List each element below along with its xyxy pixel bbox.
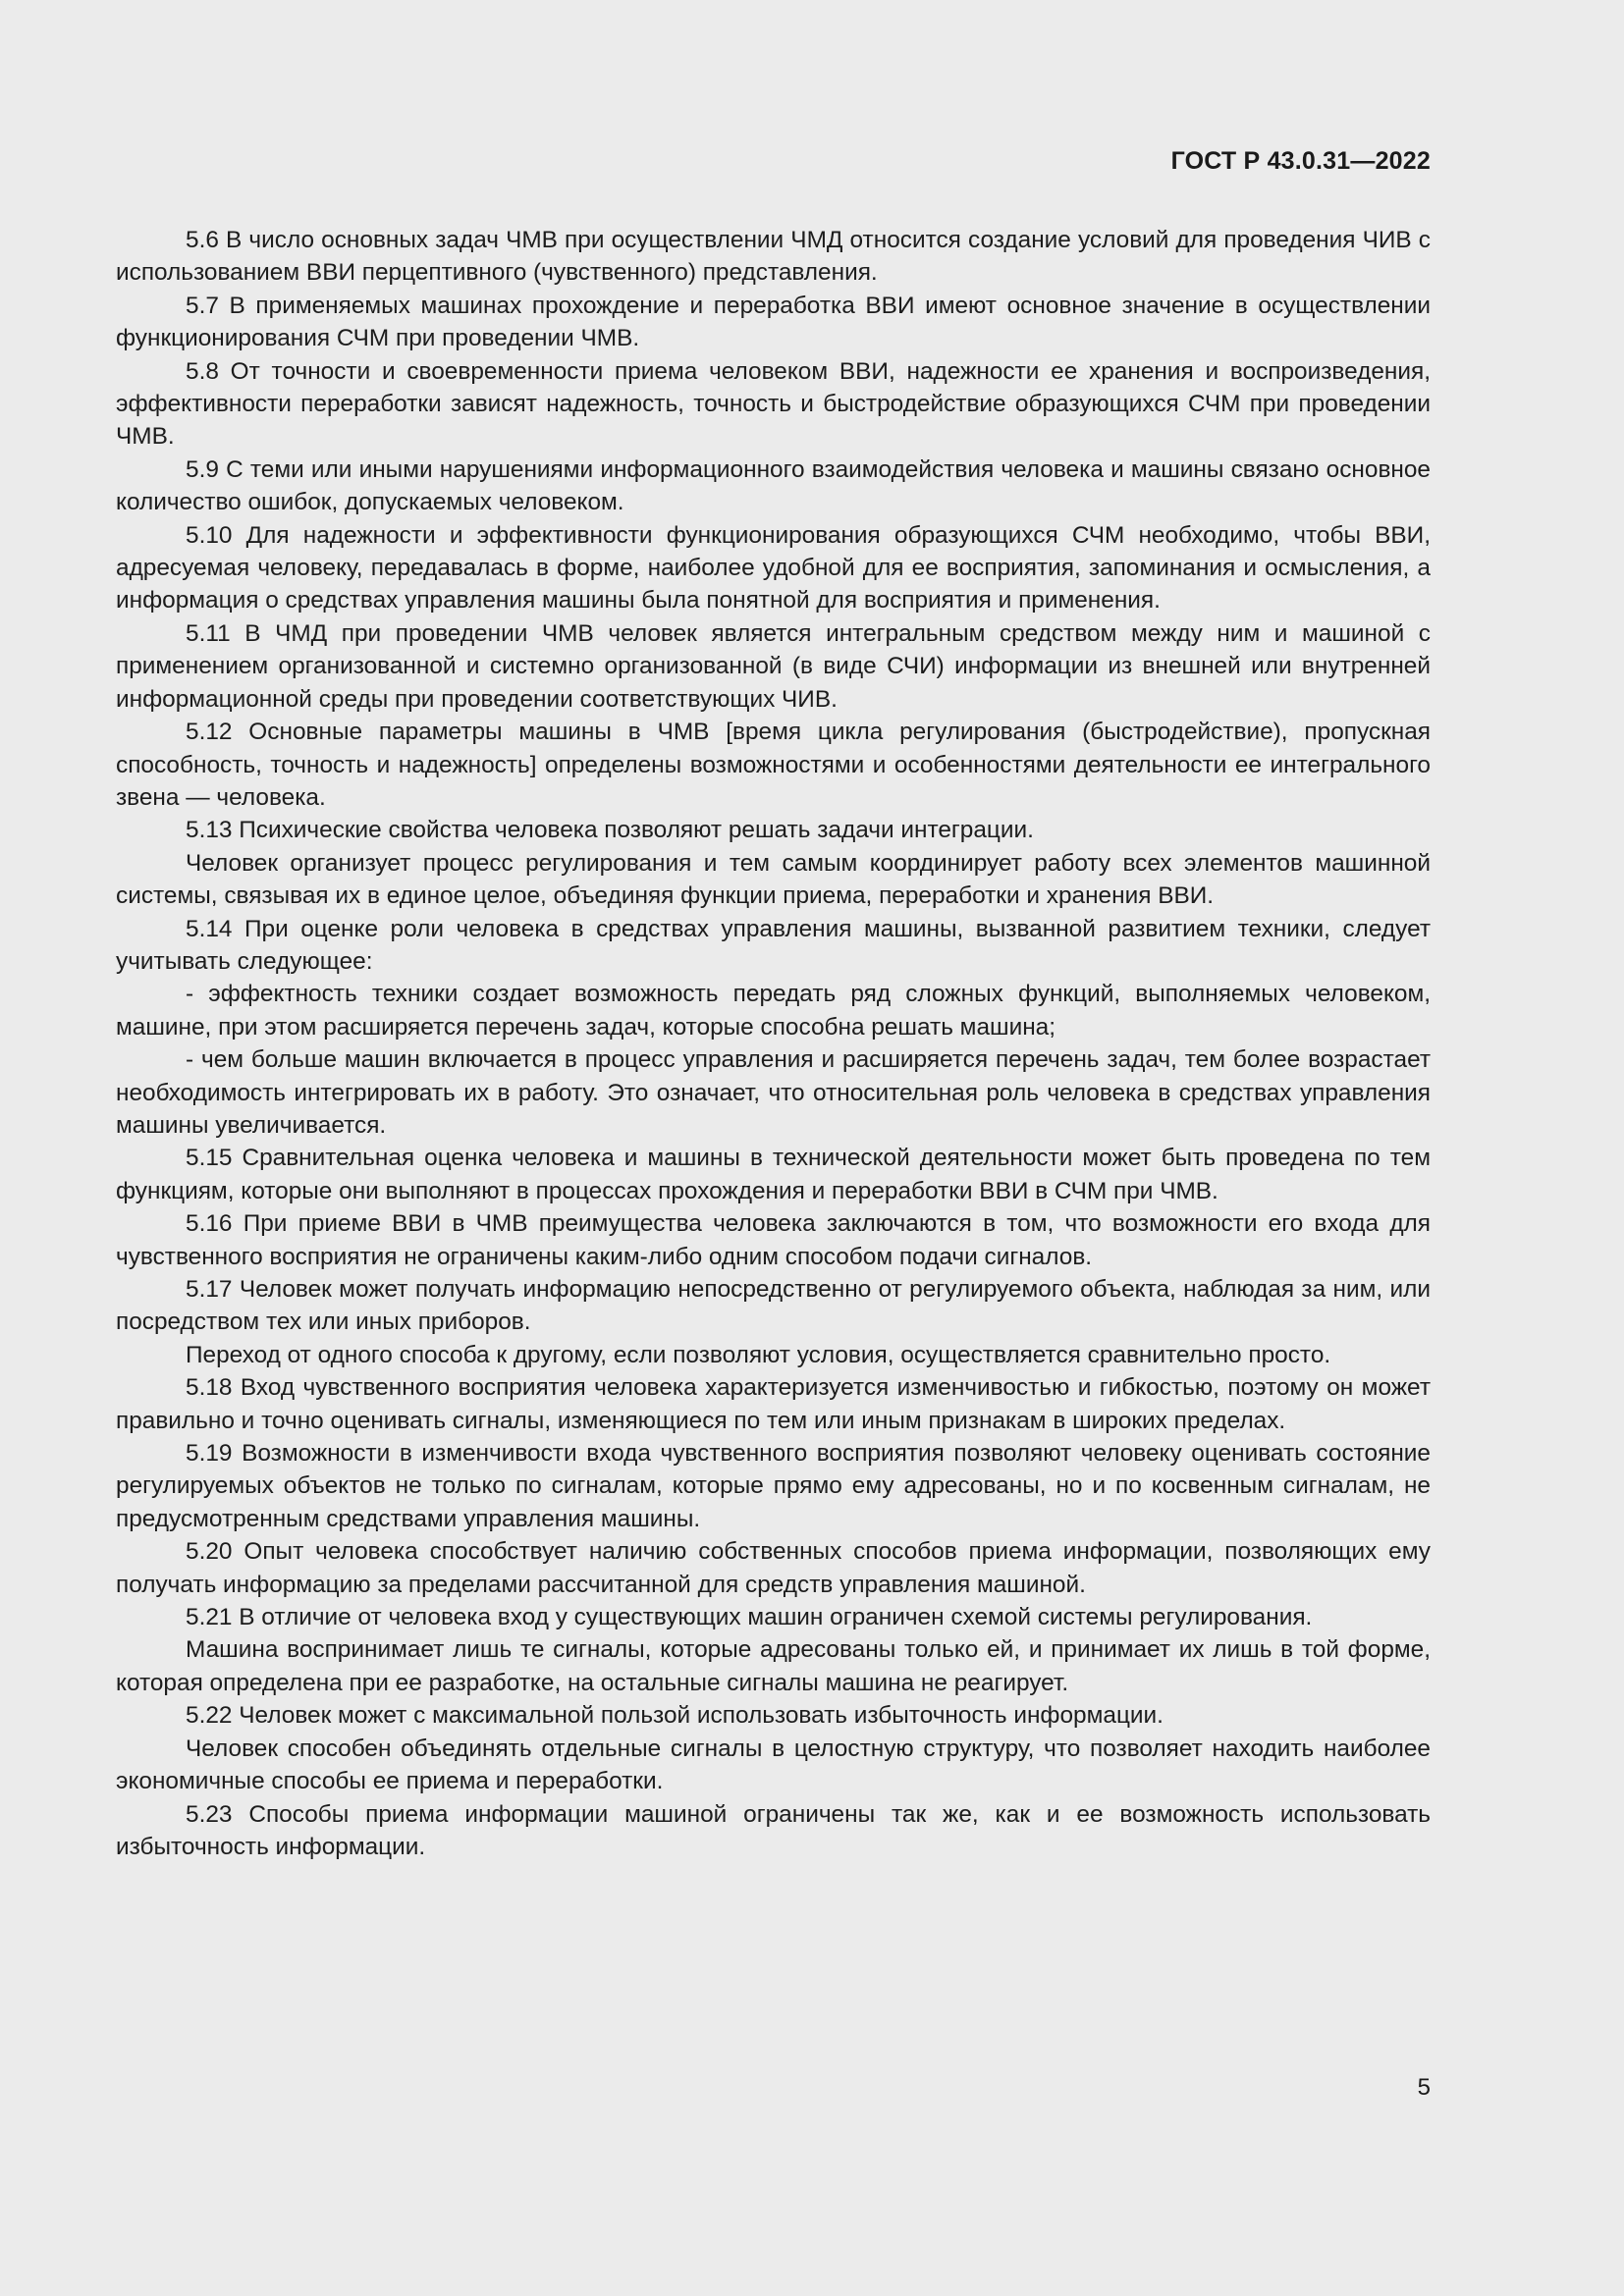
standard-code-header: ГОСТ Р 43.0.31—2022 <box>1170 147 1431 175</box>
paragraph-5-12: 5.12 Основные параметры машины в ЧМВ [время цикла регулирования (быстродействие), пропускная способность, точность и надежность] определены возможностями и особенностями деятельности ее интегрального звена — человека. <box>116 719 1431 811</box>
paragraph-5-16: 5.16 При приеме ВВИ в ЧМВ преимущества человека заключаются в том, что возможности его входа для чувственного восприятия не ограничены каким-либо одним способом подачи сигналов. <box>116 1210 1431 1270</box>
paragraph-5-11: 5.11 В ЧМД при проведении ЧМВ человек является интегральным средством между ним и машиной с применением организованной и системно организованной (в виде СЧИ) информации из внешней или внутренней информационной среды при проведении соответствующих ЧИВ. <box>116 619 1431 713</box>
list-item-5-14-b: - чем больше машин включается в процесс управления и расширяется перечень задач, тем более возрастает необходимость интегрировать их в работу. Это означает, что относительная роль человека в средствах управления машины увеличивается. <box>116 1046 1431 1139</box>
paragraph-5-15: 5.15 Сравнительная оценка человека и машины в технической деятельности может быть проведена по тем функциям, которые они выполняют в процессах прохождения и переработки ВВИ в СЧМ при ЧМВ. <box>116 1145 1431 1204</box>
paragraph-5-6: 5.6 В число основных задач ЧМВ при осуществлении ЧМД относится создание условий для проведения ЧИВ с использованием ВВИ перцептивного (чувственного) представления. <box>116 227 1431 287</box>
list-item-5-14-a: - эффектность техники создает возможность передать ряд сложных функций, выполняемых человеком, машине, при этом расширяется перечень задач, которые способна решать машина; <box>116 981 1431 1041</box>
paragraph-5-10: 5.10 Для надежности и эффективности функционирования образующихся СЧМ необходимо, чтобы ВВИ, адресуемая человеку, передавалась в форме, наиболее удобной для ее восприятия, запоминания и осмысления, а информация о средствах управления машины была понятной для восприятия и применения. <box>116 521 1431 614</box>
paragraph-5-20: 5.20 Опыт человека способствует наличию собственных способов приема информации, позволяющих ему получать информацию за пределами рассчитанной для средств управления машиной. <box>116 1538 1431 1598</box>
paragraph-5-19: 5.19 Возможности в изменчивости входа чувственного восприятия позволяют человеку оценивать состояние регулируемых объектов не только по сигналам, которые прямо ему адресованы, но и по косвенным сигналам, не предусмотренным средствами управления машины. <box>116 1440 1431 1532</box>
paragraph-5-18: 5.18 Вход чувственного восприятия человека характеризуется изменчивостью и гибкостью, поэтому он может правильно и точно оценивать сигналы, изменяющиеся по тем или иным признакам в широких пределах. <box>116 1374 1431 1434</box>
paragraph-5-14: 5.14 При оценке роли человека в средствах управления машины, вызванной развитием техники, следует учитывать следующее: <box>116 915 1431 975</box>
paragraph-5-17: 5.17 Человек может получать информацию непосредственно от регулируемого объекта, наблюдая за ним, или посредством тех или иных приборов. <box>116 1276 1431 1336</box>
paragraph-5-9: 5.9 С теми или иными нарушениями информационного взаимодействия человека и машины связано основное количество ошибок, допускаемых человеком. <box>116 455 1431 516</box>
paragraph-5-8: 5.8 От точности и своевременности приема человеком ВВИ, надежности ее хранения и воспроизведения, эффективности переработки зависят надежность, точность и быстродействие образующихся СЧМ при проведении ЧМВ. <box>116 357 1431 451</box>
page-number: 5 <box>1417 2074 1431 2101</box>
paragraph-5-7: 5.7 В применяемых машинах прохождение и переработка ВВИ имеют основное значение в осуществлении функционирования СЧМ при проведении ЧМВ. <box>116 292 1431 352</box>
paragraph-5-23: 5.23 Способы приема информации машиной ограничены так же, как и ее возможность использовать избыточность информации. <box>116 1800 1431 1860</box>
document-body <box>116 224 1431 1863</box>
paragraph-5-22-continued: Человек способен объединять отдельные сигналы в целостную структуру, что позволяет находить наиболее экономичные способы ее приема и переработки. <box>116 1735 1431 1795</box>
paragraph-5-13: 5.13 Психические свойства человека позволяют решать задачи интеграции. <box>186 817 1034 844</box>
paragraph-5-22: 5.22 Человек может с максимальной пользой использовать избыточность информации. <box>186 1702 1164 1730</box>
paragraph-5-21-continued: Машина воспринимает лишь те сигналы, которые адресованы только ей, и принимает их лишь в той форме, которая определена при ее разработке, на остальные сигналы машина не реагирует. <box>116 1636 1431 1696</box>
paragraph-5-13-continued: Человек организует процесс регулирования и тем самым координирует работу всех элементов машинной системы, связывая их в единое целое, объединяя функции приема, переработки и хранения ВВИ. <box>116 849 1431 910</box>
paragraph-5-17-continued: Переход от одного способа к другому, если позволяют условия, осуществляется сравнительно просто. <box>186 1341 1331 1368</box>
paragraph-5-21: 5.21 В отличие от человека вход у существующих машин ограничен схемой системы регулирования. <box>186 1604 1313 1631</box>
